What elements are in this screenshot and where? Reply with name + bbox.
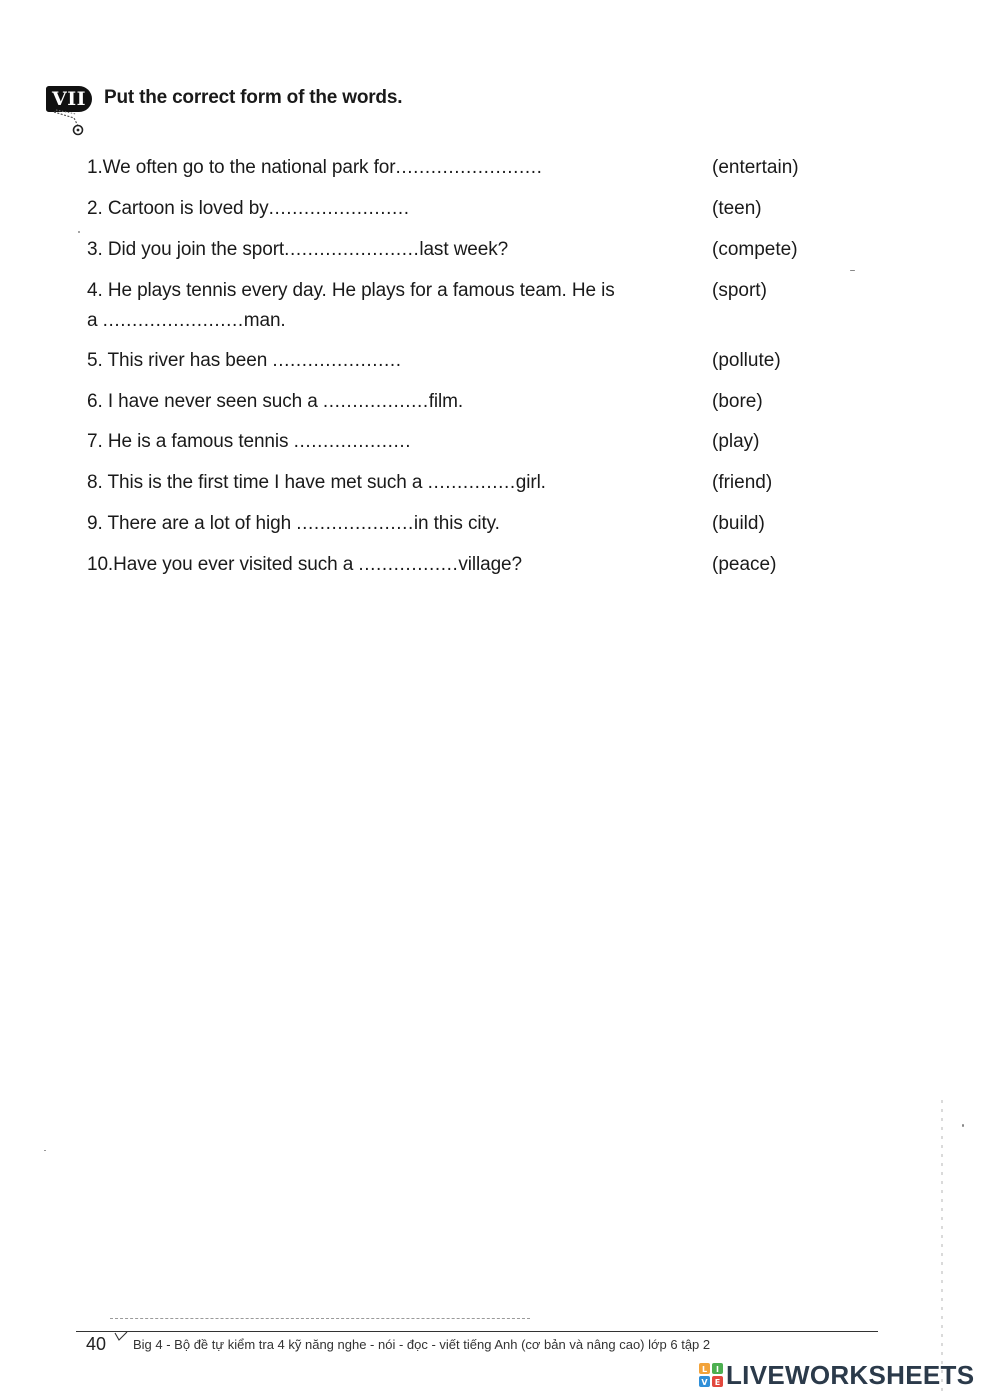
- word-hint: (pollute): [712, 350, 781, 371]
- question-3: [87, 234, 508, 265]
- svg-text:I: I: [716, 1365, 719, 1374]
- question-text-after: man.: [243, 310, 286, 331]
- check-mark-icon: [114, 1332, 128, 1346]
- question-text: 5. This river has been: [87, 350, 273, 371]
- section-number: VII: [46, 86, 92, 112]
- question-2: [87, 193, 410, 224]
- question-text: 2. Cartoon is loved by: [87, 198, 269, 219]
- section-title: Put the correct form of the words.: [104, 87, 403, 108]
- page-number: 40: [86, 1334, 107, 1354]
- word-hint: (build): [712, 513, 765, 534]
- answer-blank[interactable]: ......................: [272, 350, 402, 371]
- word-hint: (peace): [712, 554, 777, 575]
- scan-edge: [940, 1100, 944, 1397]
- answer-blank[interactable]: ....................: [293, 431, 412, 452]
- question-1: [87, 152, 542, 183]
- question-text-after: village?: [458, 554, 522, 575]
- svg-text:V: V: [701, 1378, 708, 1387]
- question-text-after: film.: [428, 391, 464, 412]
- question-10: [87, 549, 522, 580]
- word-hint: (play): [712, 431, 760, 452]
- scan-speck: [78, 231, 80, 233]
- question-text: 9. There are a lot of high: [87, 513, 297, 534]
- word-hint: (friend): [712, 472, 773, 493]
- question-text: 4. He plays tennis every day. He plays for a famous team. He is: [87, 280, 615, 301]
- question-7: [87, 426, 411, 457]
- question-text-after: girl.: [515, 472, 546, 493]
- footer-line: [76, 1331, 878, 1332]
- question-text: 10.Have you ever visited such a: [87, 554, 359, 575]
- word-hint: (sport): [712, 280, 767, 301]
- answer-blank[interactable]: ...............: [427, 472, 516, 493]
- answer-blank[interactable]: .................: [358, 554, 459, 575]
- question-8: [87, 467, 546, 498]
- brand-name: LIVEWORKSHEETS: [726, 1359, 975, 1390]
- answer-blank[interactable]: ........................: [268, 198, 410, 219]
- answer-blank[interactable]: ....................: [296, 513, 414, 534]
- liveworksheets-logo-icon: [699, 1363, 723, 1387]
- question-text: 6. I have never seen such a: [87, 391, 323, 412]
- question-text: 7. He is a famous tennis: [87, 431, 294, 452]
- scan-speck: [850, 270, 855, 271]
- word-hint: (teen): [712, 198, 762, 219]
- question-4-line-2: [87, 305, 286, 336]
- svg-text:E: E: [714, 1378, 721, 1387]
- scan-speck: [44, 1150, 46, 1151]
- question-9: [87, 508, 500, 539]
- svg-text:L: L: [701, 1365, 708, 1374]
- question-text-after: last week?: [419, 239, 509, 260]
- pin-icon: [52, 108, 86, 138]
- word-hint: (bore): [712, 391, 763, 412]
- book-title: Big 4 - Bộ đề tự kiểm tra 4 kỹ năng nghe - nói - đọc - viết tiếng Anh (cơ bản và nâng cao) lớp 6 tập 2: [133, 1337, 711, 1352]
- scan-speck: [962, 1124, 964, 1127]
- question-5: [87, 345, 402, 376]
- question-text: a: [87, 310, 103, 331]
- liveworksheets-brand[interactable]: [699, 1360, 974, 1390]
- question-text: 8. This is the first time I have met such a: [87, 472, 428, 493]
- question-text: 3. Did you join the sport: [87, 239, 285, 260]
- answer-blank[interactable]: .......................: [284, 239, 420, 260]
- footer-divider: [110, 1318, 530, 1320]
- word-hint: (entertain): [712, 157, 799, 178]
- answer-blank[interactable]: ........................: [102, 310, 244, 331]
- word-hint: (compete): [712, 239, 798, 260]
- question-4: [87, 275, 615, 306]
- answer-blank[interactable]: ..................: [322, 391, 429, 412]
- question-6: [87, 386, 463, 417]
- answer-blank[interactable]: .........................: [395, 157, 543, 178]
- question-text-after: in this city.: [413, 513, 500, 534]
- question-text: 1.We often go to the national park for: [87, 157, 396, 178]
